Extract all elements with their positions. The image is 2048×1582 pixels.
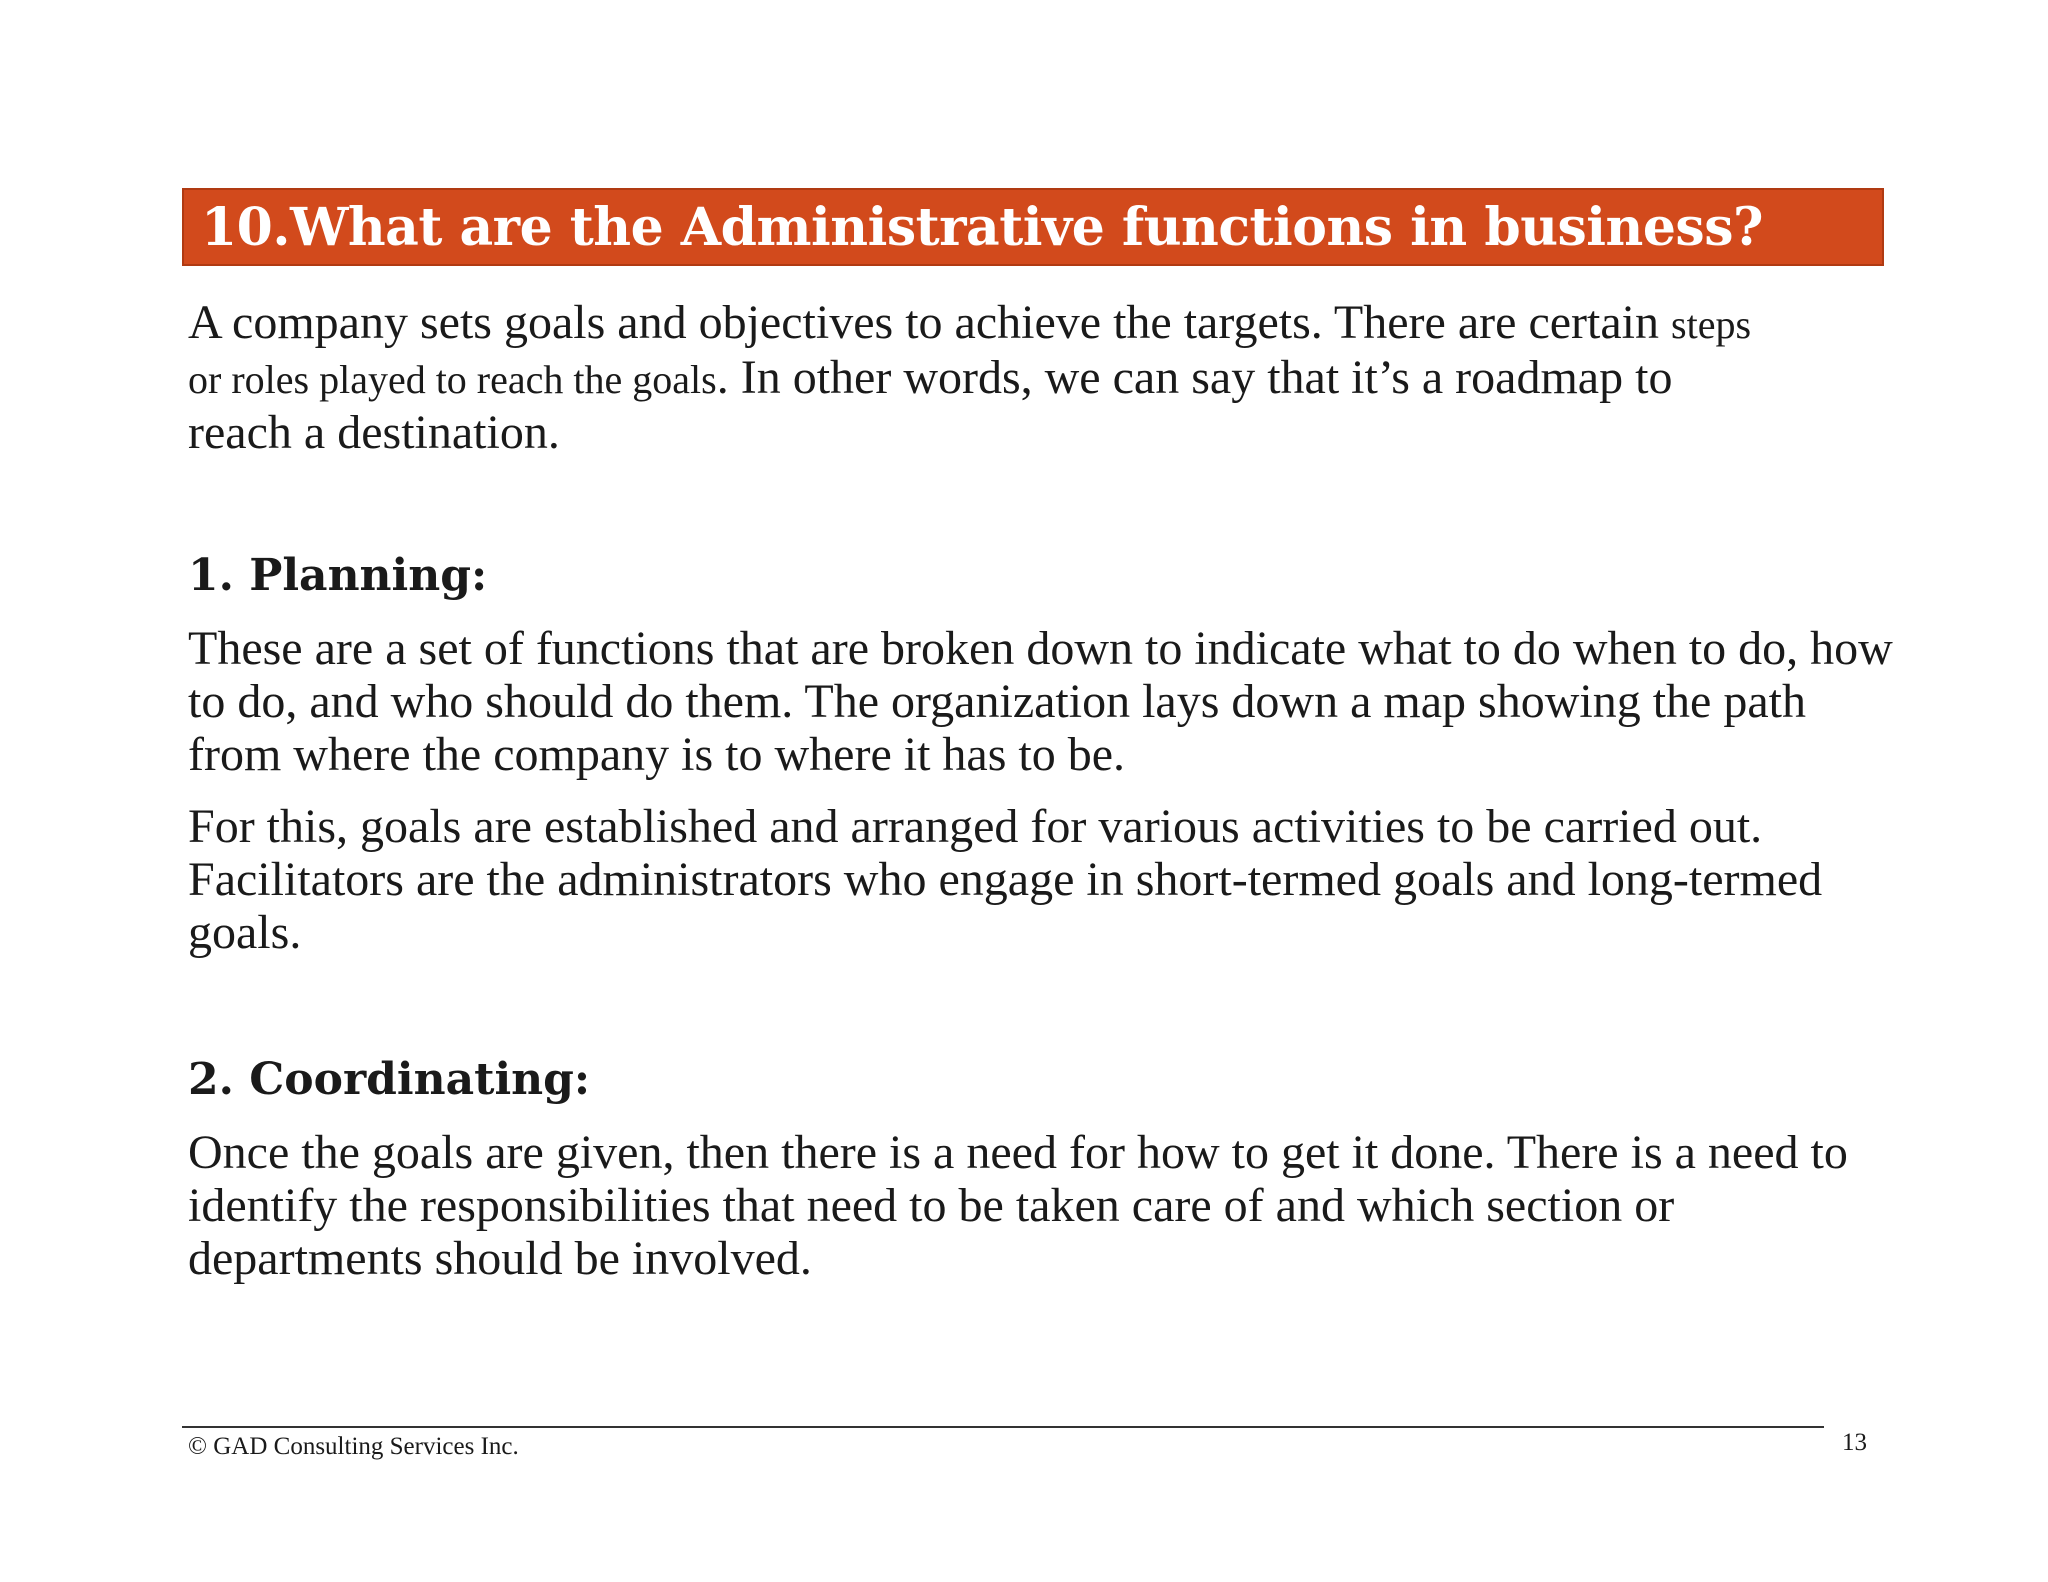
intro-line-1-text: A company sets goals and objectives to achieve the targets. There are certain xyxy=(188,296,1672,349)
intro-line-3: reach a destination. xyxy=(188,406,560,459)
planning-paragraph-1: These are a set of functions that are broken down to indicate what to do when to do, how to do, and who should do them. The organization lays down a map showing the path from where the company is to where it has to be. xyxy=(188,622,1893,781)
intro-line-1-small: steps xyxy=(1671,302,1752,347)
intro-line-2-text: . In other words, we can say that it’s a roadmap to xyxy=(716,351,1673,404)
page-title: 10.What are the Administrative functions in business? xyxy=(201,197,1763,258)
title-banner xyxy=(182,188,1884,266)
section-heading-planning: 1. Planning: xyxy=(188,550,488,601)
page-number: 13 xyxy=(1842,1429,1867,1456)
intro-line-2 xyxy=(188,351,1908,406)
coordinating-paragraph-1: Once the goals are given, then there is a need for how to get it done. There is a need to identify the responsibilities that need to be taken care of and which section or departments should be involved. xyxy=(188,1126,1848,1285)
intro-line-2-small: or roles played to reach the goals xyxy=(188,357,717,402)
footer-copyright: © GAD Consulting Services Inc. xyxy=(188,1433,519,1460)
planning-paragraph-2: For this, goals are established and arranged for various activities to be carried out. Facilitators are the administrators who engage in short-termed goals and long-termed goals. xyxy=(188,800,1823,959)
footer-divider xyxy=(182,1426,1824,1428)
intro-paragraph xyxy=(188,296,1908,459)
intro-line-1 xyxy=(188,296,1908,351)
section-heading-coordinating: 2. Coordinating: xyxy=(188,1054,591,1105)
